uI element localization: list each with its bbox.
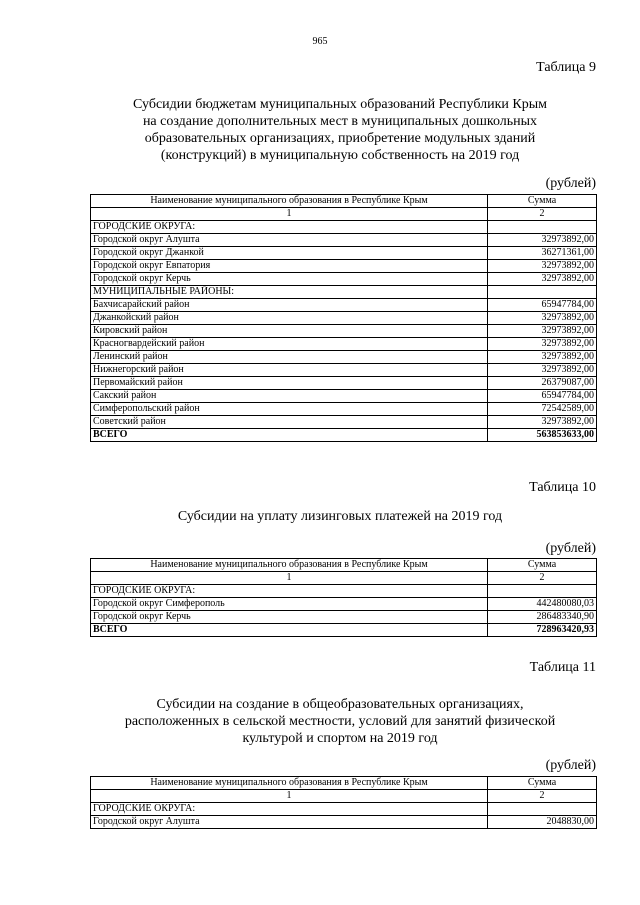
title-line: Субсидии на создание в общеобразовательных организациях, (156, 697, 524, 712)
name-cell: Городской округ Евпатория (91, 260, 488, 273)
name-cell: Нижнегорский район (91, 364, 488, 377)
header-row (91, 195, 597, 208)
name-cell: Красногвардейский район (91, 338, 488, 351)
table-10-unit: (рублей) (545, 541, 596, 556)
title-line: Субсидии на уплату лизинговых платежей на 2019 год (177, 509, 503, 524)
sum-cell: 2 (488, 790, 597, 803)
name-cell: Сакский район (91, 390, 488, 403)
sum-cell: 32973892,00 (488, 416, 597, 429)
name-cell: Ленинский район (91, 351, 488, 364)
sum-cell (488, 585, 597, 598)
name-cell: Городской округ Керчь (91, 273, 488, 286)
sum-cell: 32973892,00 (488, 312, 597, 325)
name-cell: Симферопольский район (91, 403, 488, 416)
sum-cell: 442480080,03 (488, 598, 597, 611)
sum-cell: 32973892,00 (488, 273, 597, 286)
column-number-row (91, 572, 597, 585)
table-9 (90, 194, 597, 442)
title-line: культурой и спортом на 2019 год (242, 731, 438, 746)
name-cell: ГОРОДСКИЕ ОКРУГА: (91, 221, 488, 234)
sum-cell: 65947784,00 (488, 390, 597, 403)
name-cell: Джанкойский район (91, 312, 488, 325)
sum-cell: Сумма (488, 559, 597, 572)
sum-cell: 36271361,00 (488, 247, 597, 260)
table-9-caption: Таблица 9 (536, 60, 596, 75)
sum-cell: 72542589,00 (488, 403, 597, 416)
title-line: (конструкций) в муниципальную собственность на 2019 год (160, 148, 520, 163)
name-cell: Советский район (91, 416, 488, 429)
sum-cell: 32973892,00 (488, 325, 597, 338)
table-row (91, 351, 597, 364)
table-11-unit: (рублей) (545, 758, 596, 773)
table-row (91, 585, 597, 598)
table-row (91, 273, 597, 286)
name-cell: Кировский район (91, 325, 488, 338)
title-line: Субсидии бюджетам муниципальных образований Республики Крым (133, 97, 547, 112)
table-11-title (80, 696, 600, 747)
name-cell: Городской округ Симферополь (91, 598, 488, 611)
table-row (91, 416, 597, 429)
table-row (91, 377, 597, 390)
title-line: образовательных организациях, приобретение модульных зданий (144, 131, 536, 146)
table-row (91, 403, 597, 416)
sum-cell (488, 803, 597, 816)
sum-cell: 728963420,93 (488, 624, 597, 637)
sum-cell: 26379087,00 (488, 377, 597, 390)
table-row (91, 260, 597, 273)
table-9-title (80, 96, 600, 164)
name-cell: 1 (91, 208, 488, 221)
name-cell: Городской округ Алушта (91, 234, 488, 247)
sum-cell: 32973892,00 (488, 351, 597, 364)
sum-cell: 2 (488, 208, 597, 221)
name-cell: МУНИЦИПАЛЬНЫЕ РАЙОНЫ: (91, 286, 488, 299)
name-cell: ГОРОДСКИЕ ОКРУГА: (91, 803, 488, 816)
table-11 (90, 776, 597, 829)
table-row (91, 803, 597, 816)
name-cell: 1 (91, 790, 488, 803)
total-row (91, 429, 597, 442)
sum-cell: 65947784,00 (488, 299, 597, 312)
sum-cell: 2 (488, 572, 597, 585)
table-9-unit: (рублей) (545, 176, 596, 191)
name-cell: Городской округ Керчь (91, 611, 488, 624)
name-cell: Городской округ Джанкой (91, 247, 488, 260)
name-cell: Наименование муниципального образования в Республике Крым (91, 559, 488, 572)
table-row (91, 247, 597, 260)
header-row (91, 777, 597, 790)
sum-cell: 32973892,00 (488, 234, 597, 247)
table-10-caption: Таблица 10 (529, 480, 596, 495)
sum-cell (488, 221, 597, 234)
title-line: расположенных в сельской местности, условий для занятий физической (124, 714, 556, 729)
name-cell: ГОРОДСКИЕ ОКРУГА: (91, 585, 488, 598)
table-row (91, 325, 597, 338)
name-cell: 1 (91, 572, 488, 585)
table-row (91, 221, 597, 234)
name-cell: Городской округ Алушта (91, 816, 488, 829)
sum-cell: 286483340,90 (488, 611, 597, 624)
name-cell: ВСЕГО (91, 624, 488, 637)
name-cell: Наименование муниципального образования в Республике Крым (91, 777, 488, 790)
name-cell: Первомайский район (91, 377, 488, 390)
table-row (91, 312, 597, 325)
table-row (91, 611, 597, 624)
table-10 (90, 558, 597, 637)
header-row (91, 559, 597, 572)
sum-cell: 563853633,00 (488, 429, 597, 442)
table-10-title (80, 508, 600, 525)
sum-cell: Сумма (488, 777, 597, 790)
table-row (91, 364, 597, 377)
sum-cell: 32973892,00 (488, 260, 597, 273)
name-cell: Наименование муниципального образования в Республике Крым (91, 195, 488, 208)
page-number: 965 (312, 36, 328, 47)
table-row (91, 390, 597, 403)
table-11-caption: Таблица 11 (529, 660, 596, 675)
table-row (91, 338, 597, 351)
sum-cell (488, 286, 597, 299)
title-line: на создание дополнительных мест в муниципальных дошкольных (142, 114, 538, 129)
table-row (91, 234, 597, 247)
sum-cell: 32973892,00 (488, 364, 597, 377)
sum-cell: 32973892,00 (488, 338, 597, 351)
sum-cell: Сумма (488, 195, 597, 208)
table-row (91, 299, 597, 312)
table-row (91, 816, 597, 829)
name-cell: ВСЕГО (91, 429, 488, 442)
total-row (91, 624, 597, 637)
name-cell: Бахчисарайский район (91, 299, 488, 312)
sum-cell: 2048830,00 (488, 816, 597, 829)
column-number-row (91, 208, 597, 221)
table-row (91, 598, 597, 611)
table-row (91, 286, 597, 299)
column-number-row (91, 790, 597, 803)
